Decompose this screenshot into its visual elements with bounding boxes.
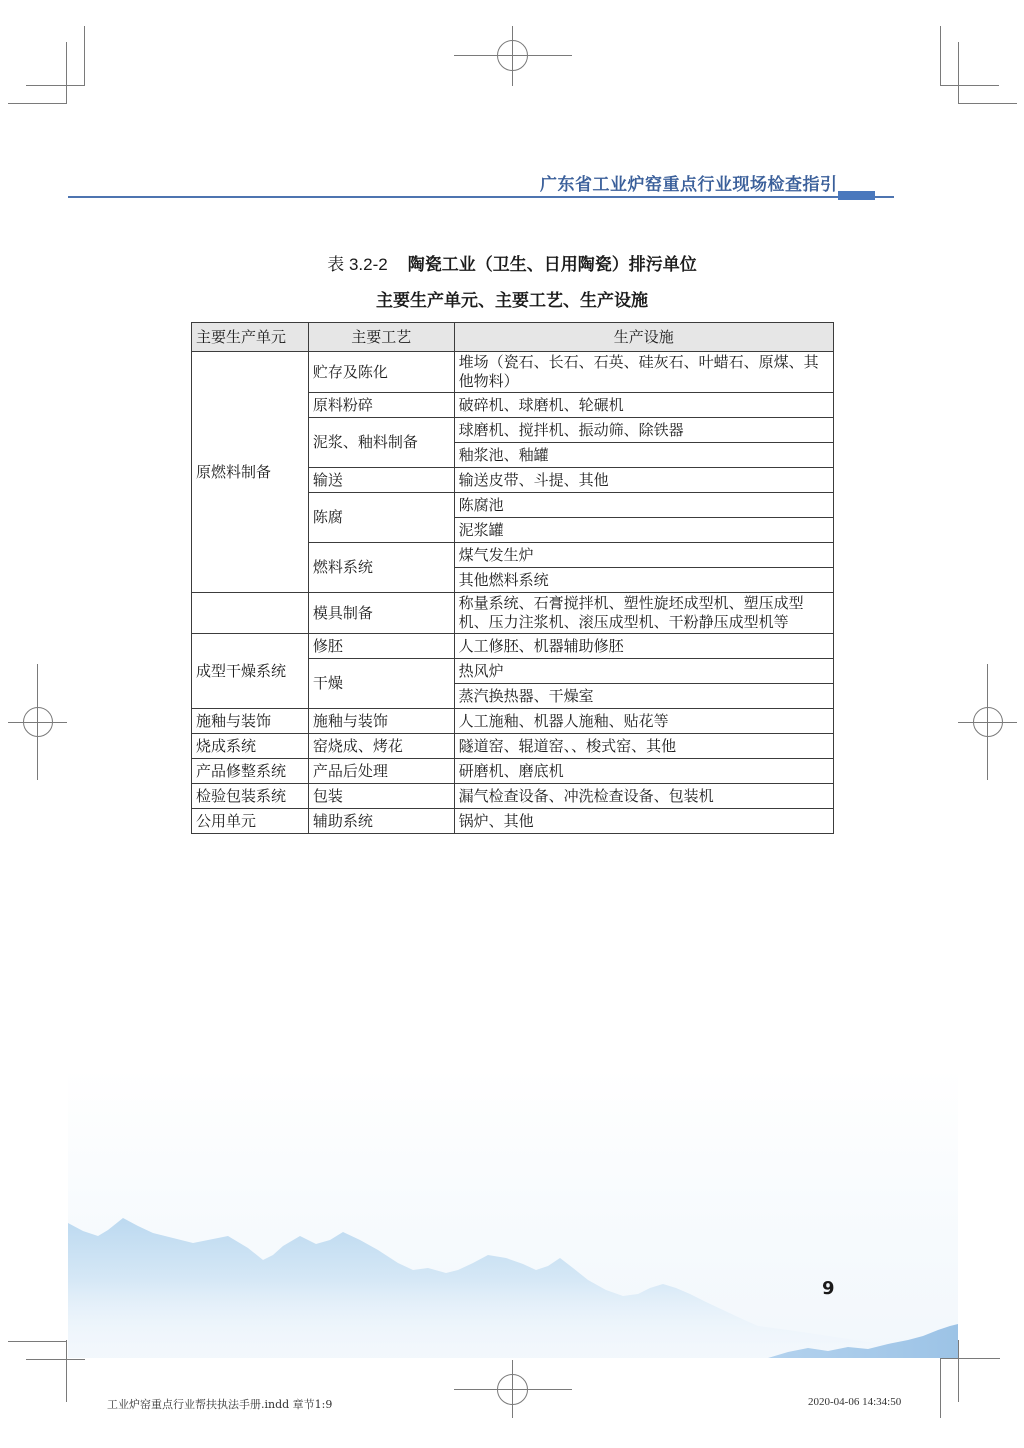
table-row — [192, 734, 834, 759]
unit-cell: 成型干燥系统 — [192, 634, 309, 709]
table-row — [192, 709, 834, 734]
mountain-silhouette-icon — [68, 1068, 958, 1358]
process-cell: 贮存及陈化 — [308, 352, 454, 393]
crop-mark — [940, 1358, 941, 1418]
crop-mark — [958, 42, 959, 104]
process-cell: 产品后处理 — [308, 759, 454, 784]
column-header-facility: 生产设施 — [454, 323, 833, 352]
table-row — [192, 759, 834, 784]
crop-mark — [8, 103, 67, 104]
facility-cell: 输送皮带、斗提、其他 — [454, 468, 833, 493]
facility-cell: 堆场（瓷石、长石、石英、硅灰石、叶蜡石、原煤、其他物料） — [454, 352, 833, 393]
column-header-process: 主要工艺 — [308, 323, 454, 352]
table-row — [192, 593, 834, 634]
facility-cell: 称量系统、石膏搅拌机、塑性旋坯成型机、塑压成型机、压力注浆机、滚压成型机、干粉静压成型机等 — [454, 593, 833, 634]
running-header-title: 广东省工业炉窑重点行业现场检查指引 — [540, 175, 838, 195]
facility-cell: 锅炉、其他 — [454, 809, 833, 834]
crop-mark — [66, 1340, 67, 1402]
unit-cell: 烧成系统 — [192, 734, 309, 759]
table-row — [192, 784, 834, 809]
crop-mark — [26, 1359, 85, 1360]
facility-cell: 蒸汽换热器、干燥室 — [454, 684, 833, 709]
facility-cell: 煤气发生炉 — [454, 543, 833, 568]
facility-cell: 釉浆池、釉罐 — [454, 443, 833, 468]
process-cell: 泥浆、釉料制备 — [308, 418, 454, 468]
slug-filename: 工业炉窑重点行业帮扶执法手册.indd 章节1:9 — [107, 1398, 333, 1411]
facility-cell: 人工施釉、机器人施釉、贴花等 — [454, 709, 833, 734]
column-header-unit: 主要生产单元 — [192, 323, 309, 352]
table-title: 陶瓷工业（卫生、日用陶瓷）排污单位 — [407, 255, 697, 275]
crop-mark — [26, 85, 85, 86]
process-cell: 修胚 — [308, 634, 454, 659]
facility-cell: 人工修胚、机器辅助修胚 — [454, 634, 833, 659]
unit-cell: 原燃料制备 — [192, 352, 309, 593]
unit-cell: 施釉与装饰 — [192, 709, 309, 734]
process-cell: 施釉与装饰 — [308, 709, 454, 734]
table-row — [192, 809, 834, 834]
crop-mark — [66, 42, 67, 104]
facility-cell: 其他燃料系统 — [454, 568, 833, 593]
mountain-landscape-decoration — [68, 1068, 958, 1358]
crop-mark — [958, 103, 1017, 104]
table-row — [192, 352, 834, 393]
table-caption-line2: 主要生产单元、主要工艺、生产设施 — [376, 291, 648, 311]
process-cell: 模具制备 — [308, 593, 454, 634]
unit-cell: 产品修整系统 — [192, 759, 309, 784]
unit-cell: 公用单元 — [192, 809, 309, 834]
slug-timestamp: 2020-04-06 14:34:50 — [808, 1396, 902, 1408]
facility-cell: 陈腐池 — [454, 493, 833, 518]
facility-cell: 泥浆罐 — [454, 518, 833, 543]
page-number: 9 — [822, 1278, 835, 1299]
crop-mark — [8, 1341, 67, 1342]
process-cell: 干燥 — [308, 659, 454, 709]
facility-cell: 隧道窑、辊道窑、、梭式窑、其他 — [454, 734, 833, 759]
facility-cell: 球磨机、搅拌机、振动筛、除铁器 — [454, 418, 833, 443]
facility-cell: 破碎机、球磨机、轮碾机 — [454, 393, 833, 418]
process-cell: 包装 — [308, 784, 454, 809]
process-cell: 燃料系统 — [308, 543, 454, 593]
facility-cell: 漏气检查设备、冲洗检查设备、包装机 — [454, 784, 833, 809]
facility-cell: 研磨机、磨底机 — [454, 759, 833, 784]
process-cell: 陈腐 — [308, 493, 454, 543]
production-units-table — [191, 322, 834, 834]
process-cell: 窑烧成、烤花 — [308, 734, 454, 759]
process-cell: 输送 — [308, 468, 454, 493]
facility-cell: 热风炉 — [454, 659, 833, 684]
header-rule — [68, 196, 894, 198]
header-accent-block — [838, 191, 875, 200]
crop-mark — [940, 26, 941, 86]
unit-cell: 检验包装系统 — [192, 784, 309, 809]
process-cell: 原料粉碎 — [308, 393, 454, 418]
crop-mark — [84, 26, 85, 86]
table-row — [192, 634, 834, 659]
crop-mark — [958, 1340, 959, 1402]
unit-cell — [192, 593, 309, 634]
process-cell: 辅助系统 — [308, 809, 454, 834]
crop-mark — [940, 1358, 1000, 1359]
crop-mark — [940, 85, 999, 86]
table-number: 表 3.2-2 — [327, 255, 388, 274]
table-caption-line1 — [0, 250, 1024, 275]
table-header-row — [192, 323, 834, 352]
